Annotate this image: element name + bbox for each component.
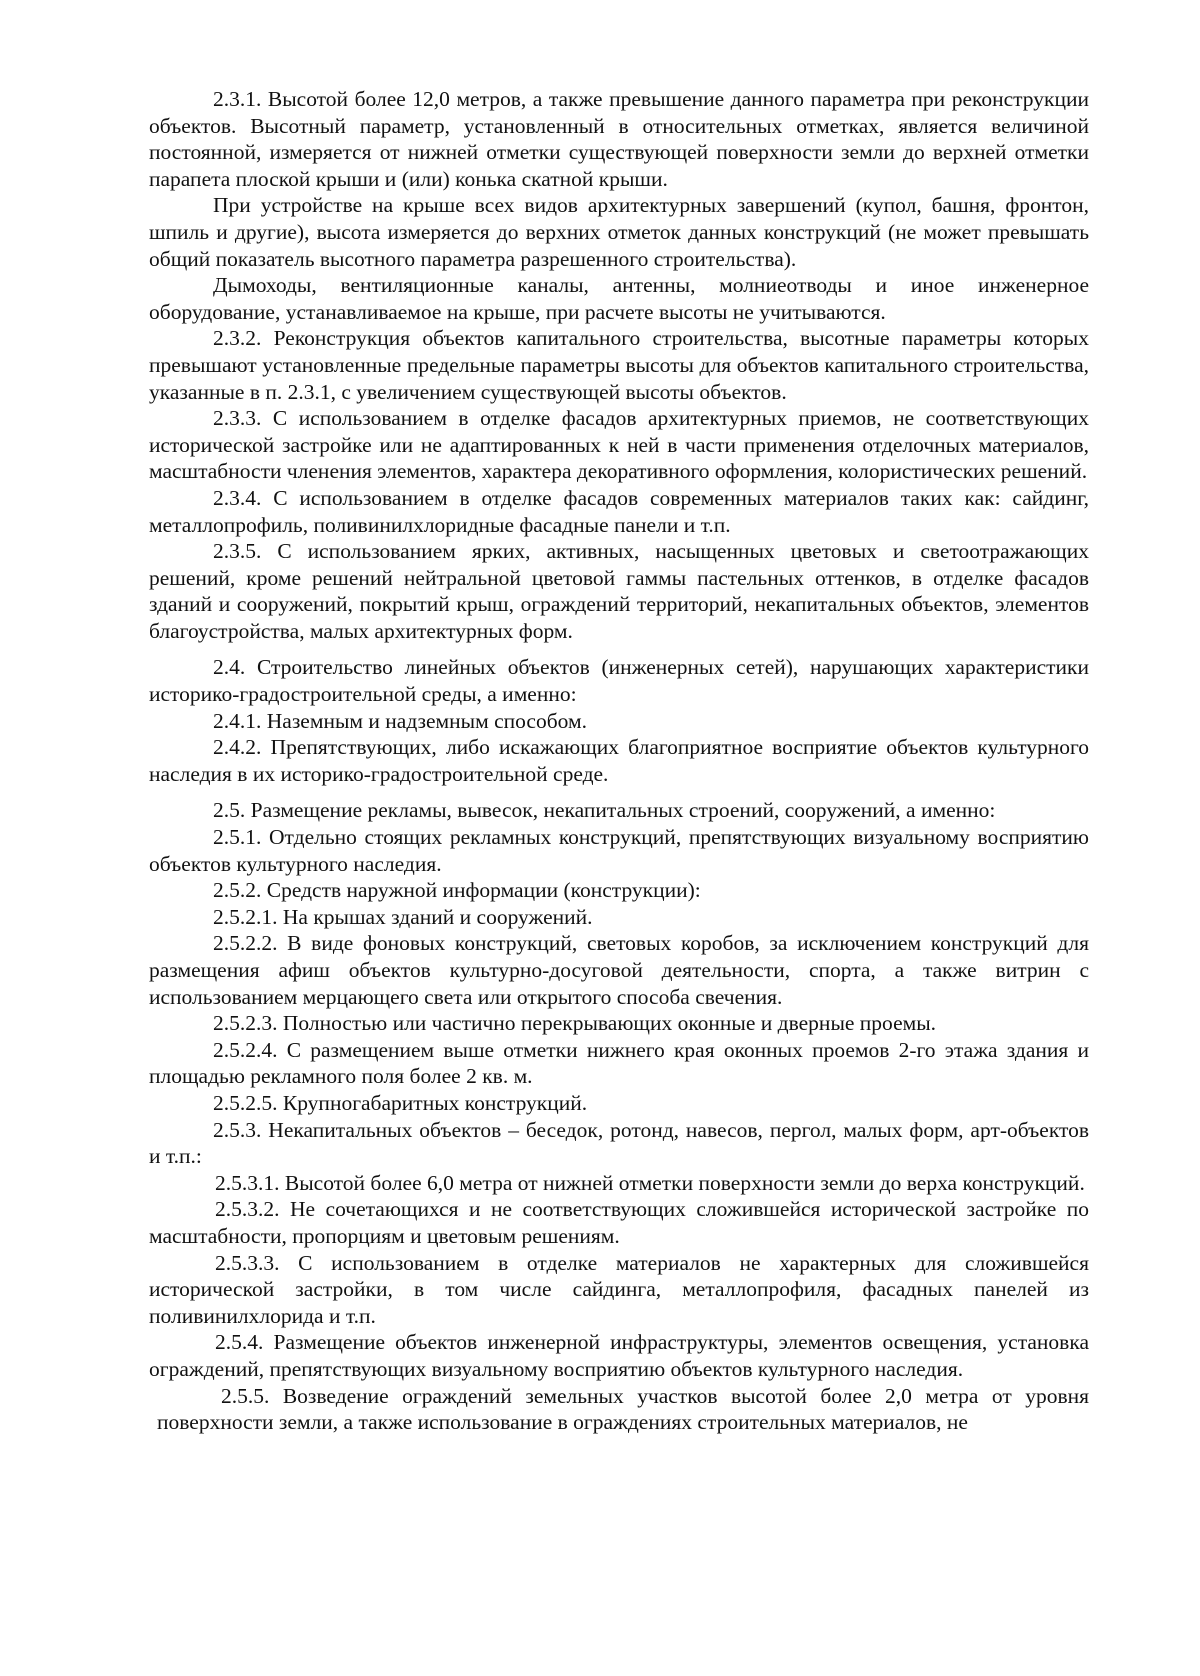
paragraph-2-5-3-1: 2.5.3.1. Высотой более 6,0 метра от нижней отметки поверхности земли до верха конструкций. [215, 1170, 1085, 1195]
paragraph-2-5-1: 2.5.1. Отдельно стоящих рекламных конструкций, препятствующих визуальному восприятию объектов культурного наследия. [149, 825, 1089, 876]
paragraph-2-3-5: 2.3.5. С использованием ярких, активных, насыщенных цветовых и светоотражающих решений, кроме решений нейтральной цветовой гаммы пастельных оттенков, в отделке фасадов зданий и сооружений, покрытий крыш, ограждений территорий, некапитальных объектов, элементов благоустройства, малых архитектурных форм. [149, 539, 1089, 643]
paragraph-2-5-2-1: 2.5.2.1. На крышах зданий и сооружений. [213, 904, 593, 929]
paragraph-2-5: 2.5. Размещение рекламы, вывесок, некапитальных строений, сооружений, а именно: [213, 798, 996, 823]
document-page [149, 86, 1089, 1436]
paragraph-chimneys: Дымоходы, вентиляционные каналы, антенны, молниеотводы и иное инженерное оборудование, устанавливаемое на крыше, при расчете высоты не учитываются. [149, 273, 1089, 324]
paragraph-2-5-2-4: 2.5.2.4. С размещением выше отметки нижнего края оконных проемов 2-го этажа здания и площадью рекламного поля более 2 кв. м. [149, 1037, 1089, 1089]
paragraph-2-3-4: 2.3.4. С использованием в отделке фасадов современных материалов таких как: сайдинг, металлопрофиль, поливинилхлоридные фасадные панели и т.п. [149, 485, 1089, 537]
paragraph-2-5-2-3: 2.5.2.3. Полностью или частично перекрывающих оконные и дверные проемы. [213, 1011, 937, 1036]
paragraph-2-4: 2.4. Строительство линейных объектов (инженерных сетей), нарушающих характеристики историко-градостроительной среды, а именно: [149, 655, 1089, 707]
paragraph-2-3-1: 2.3.1. Высотой более 12,0 метров, а также превышение данного параметра при реконструкции объектов. Высотный параметр, установленный в относительных отметках, является величиной постоянной, измеряется от нижней отметки существующей поверхности земли до верхней отметки парапета плоской крыши и (или) конька скатной крыши. [149, 87, 1089, 191]
paragraph-2-3-3: 2.3.3. С использованием в отделке фасадов архитектурных приемов, не соответствующих исторической застройке или не адаптированных к ней в части применения отделочных материалов, масштабности членения элементов, характера декоративного оформления, колористических решений. [149, 406, 1089, 484]
paragraph-2-5-3-3: 2.5.3.3. С использованием в отделке материалов не характерных для сложившейся исторической застройки, в том числе сайдинга, металлопрофиля, фасадных панелей из поливинилхлорида и т.п. [149, 1250, 1089, 1328]
paragraph-2-4-1: 2.4.1. Наземным и надземным способом. [213, 708, 587, 733]
paragraph-2-3-2: 2.3.2. Реконструкция объектов капитального строительства, высотные параметры которых превышают установленные предельные параметры высоты для объектов капитального строительства, указанные в п. 2.3.1, с увеличением существующей высоты объектов. [149, 326, 1089, 404]
paragraph-2-4-2: 2.4.2. Препятствующих, либо искажающих благоприятное восприятие объектов культурного наследия в их историко-градостроительной среде. [149, 735, 1089, 786]
paragraph-roof-structures: При устройстве на крыше всех видов архитектурных завершений (купол, башня, фронтон, шпиль и другие), высота измеряется до верхних отметок данных конструкций (не может превышать общий показатель высотного параметра разрешенного строительства). [149, 193, 1089, 271]
paragraph-2-5-2-5: 2.5.2.5. Крупногабаритных конструкций. [213, 1090, 588, 1115]
paragraph-2-5-3-2: 2.5.3.2. Не сочетающихся и не соответствующих сложившейся исторической застройке по масштабности, пропорциям и цветовым решениям. [149, 1197, 1089, 1248]
paragraph-2-5-3: 2.5.3. Некапитальных объектов – беседок, ротонд, навесов, пергол, малых форм, арт-объектов и т.п.: [149, 1117, 1089, 1169]
paragraph-2-5-4: 2.5.4. Размещение объектов инженерной инфраструктуры, элементов освещения, установка ограждений, препятствующих визуальному восприятию объектов культурного наследия. [149, 1330, 1089, 1381]
paragraph-2-5-5: 2.5.5. Возведение ограждений земельных участков высотой более 2,0 метра от уровня поверхности земли, а также использование в ограждениях строительных материалов, не [157, 1383, 1089, 1435]
paragraph-2-5-2-2: 2.5.2.2. В виде фоновых конструкций, световых коробов, за исключением конструкций для размещения афиш объектов культурно-досуговой деятельности, спорта, а также витрин с использованием мерцающего света или открытого способа свечения. [149, 931, 1089, 1009]
paragraph-2-5-2: 2.5.2. Средств наружной информации (конструкции): [213, 878, 701, 903]
